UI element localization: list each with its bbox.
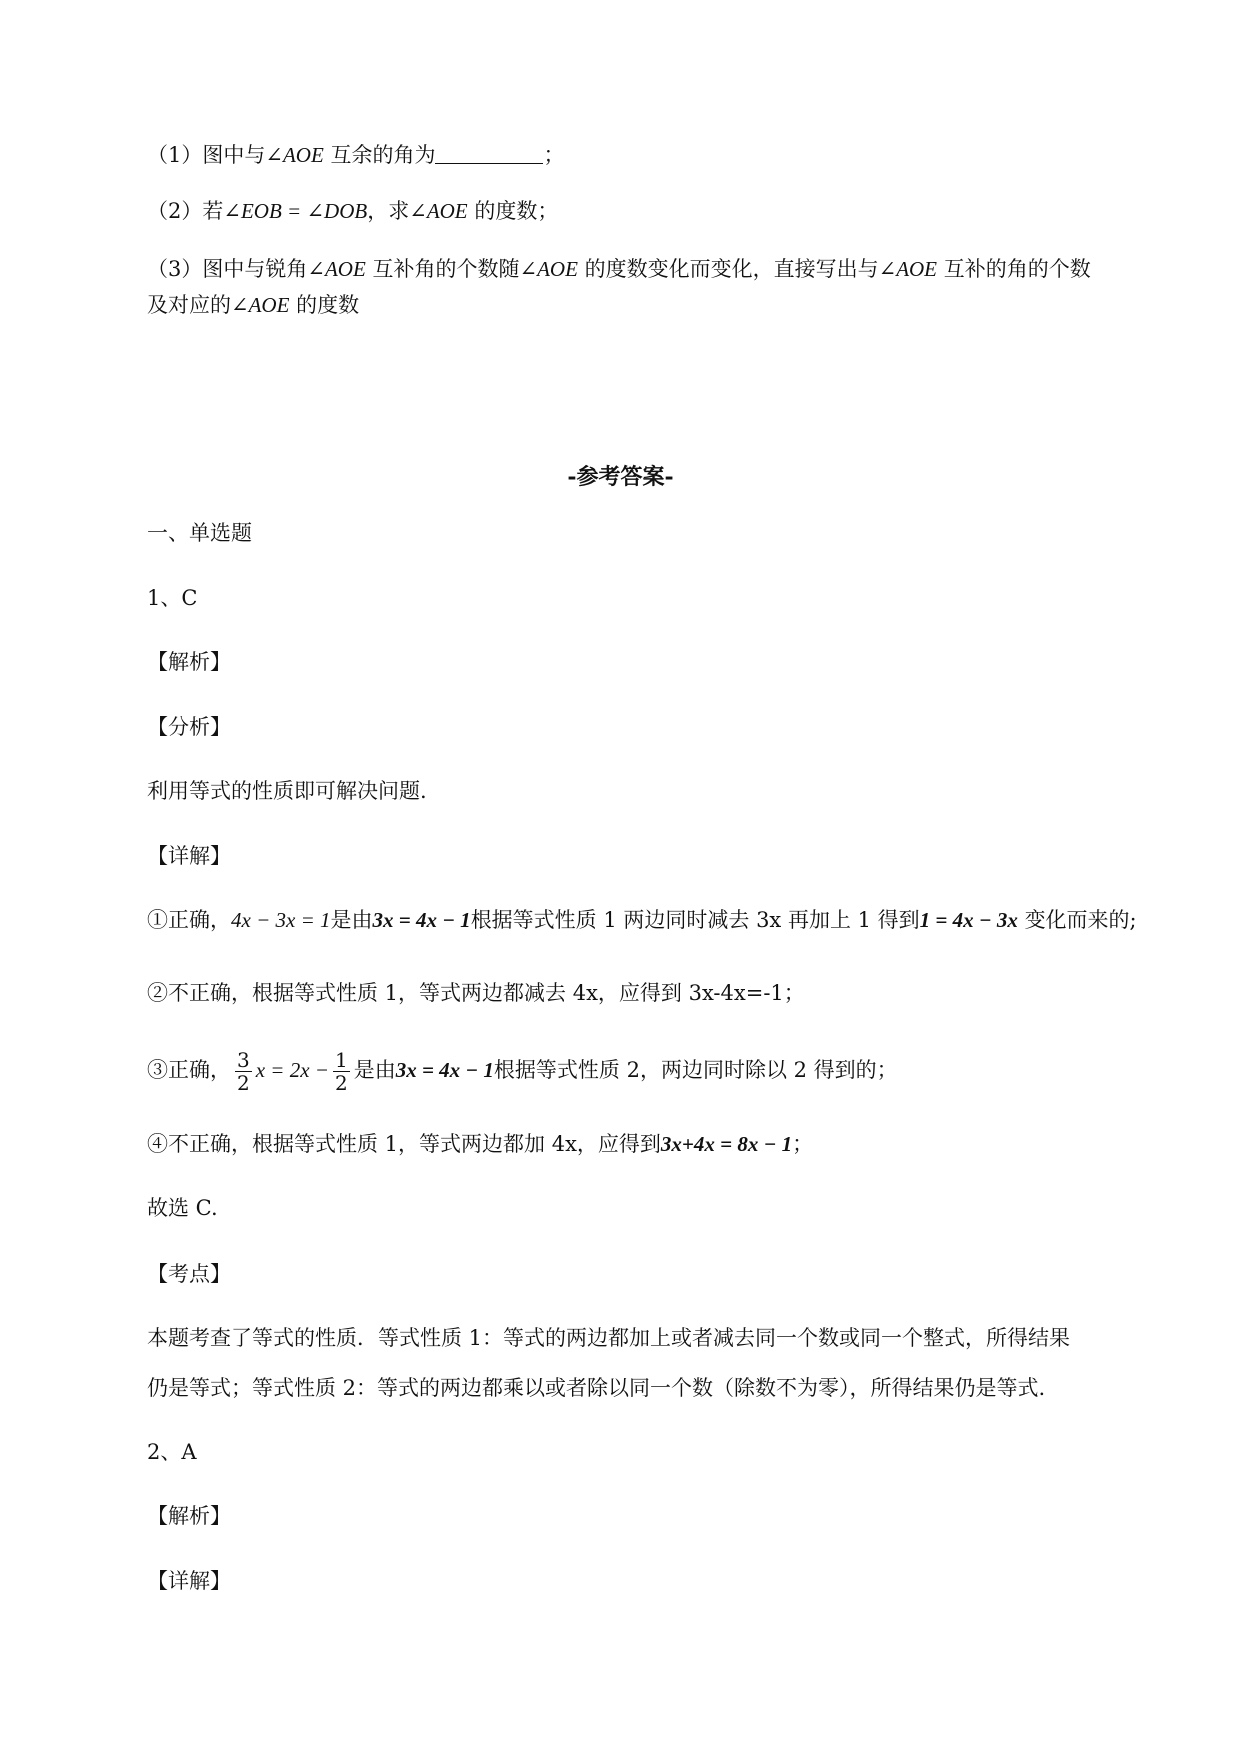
key-point-text-1: 本题考查了等式的性质．等式性质 1：等式的两边都加上或者减去同一个数或同一个整式，所得结果 bbox=[147, 1326, 1071, 1350]
question-3-line-2 bbox=[147, 290, 1181, 320]
q3-text-b: 互补角的个数随 bbox=[372, 257, 520, 281]
analysis-label: 【解析】 bbox=[147, 650, 231, 674]
item-3-c: 根据等式性质 2，两边同时除以 2 得到的； bbox=[493, 1058, 898, 1082]
fraction-1-denominator: 2 bbox=[237, 1071, 250, 1095]
q2-angle: ∠AOE bbox=[409, 199, 468, 223]
item-4-formula: 3x+4x = 8x − 1 bbox=[660, 1132, 793, 1156]
item-4-a: ④不正确，根据等式性质 1，等式两边都加 4x，应得到 bbox=[147, 1132, 661, 1156]
item-1-formula-1: 4x − 3x = 1 bbox=[231, 908, 331, 932]
item-3 bbox=[147, 1042, 1181, 1098]
question-2 bbox=[147, 196, 1181, 226]
q1-angle: ∠AOE bbox=[265, 143, 324, 167]
q3-text-d: 互补的角的个数 bbox=[943, 257, 1091, 281]
q1-suffix: 互余的角为 bbox=[330, 143, 436, 167]
q1-end: ； bbox=[543, 143, 565, 167]
item-3-fraction-2 bbox=[333, 1049, 350, 1094]
conclusion: 故选 C. bbox=[147, 1196, 218, 1220]
item-1-d: 变化而来的; bbox=[1024, 908, 1137, 932]
q3-text-a: （3）图中与锐角 bbox=[147, 257, 308, 281]
answer-1: 1、C bbox=[147, 586, 198, 610]
item-1-a: ①正确， bbox=[147, 908, 231, 932]
q2-equation: ∠EOB = ∠DOB bbox=[223, 199, 368, 223]
item-3-fraction-1 bbox=[235, 1049, 252, 1094]
answer-2: 2、A bbox=[147, 1440, 197, 1464]
q3-text-f: 的度数 bbox=[296, 293, 360, 317]
item-4-b: ； bbox=[792, 1132, 814, 1156]
fraction-2-denominator: 2 bbox=[334, 1071, 348, 1095]
question-1 bbox=[147, 140, 1181, 170]
item-1-formula-3: 1 = 4x − 3x bbox=[919, 908, 1018, 932]
q3-angle-1: ∠AOE bbox=[307, 257, 366, 281]
q3-angle-2: ∠AOE bbox=[519, 257, 578, 281]
question-3-line-1 bbox=[147, 254, 1181, 284]
item-3-formula-1: x = 2x − bbox=[255, 1058, 329, 1082]
fraction-2-numerator: 1 bbox=[334, 1048, 348, 1072]
item-3-a: ③正确， bbox=[147, 1058, 231, 1082]
q2-suffix: 的度数； bbox=[474, 199, 559, 223]
detail-label-2: 【详解】 bbox=[147, 1569, 231, 1593]
q3-text-c: 的度数变化而变化，直接写出与 bbox=[584, 257, 879, 281]
breakdown-label: 【分析】 bbox=[147, 715, 231, 739]
q3-text-e: 及对应的 bbox=[147, 293, 231, 317]
item-3-formula-2: 3x = 4x − 1 bbox=[395, 1058, 494, 1082]
q3-angle-3: ∠AOE bbox=[878, 257, 938, 281]
q1-answer-blank bbox=[435, 143, 543, 164]
item-4 bbox=[147, 1129, 1181, 1159]
section-heading: 一、单选题 bbox=[147, 521, 252, 545]
q2-mid: ，求 bbox=[367, 199, 410, 223]
q3-angle-4: ∠AOE bbox=[231, 293, 290, 317]
item-3-b: 是由 bbox=[353, 1058, 396, 1082]
item-1 bbox=[147, 905, 1181, 935]
fraction-1-numerator: 3 bbox=[237, 1048, 250, 1072]
q2-prefix: （2）若 bbox=[147, 199, 224, 223]
item-1-c: 根据等式性质 1 两边同时减去 3x 再加上 1 得到 bbox=[470, 908, 920, 932]
detail-label: 【详解】 bbox=[147, 844, 231, 868]
analysis-label-2: 【解析】 bbox=[147, 1504, 231, 1528]
breakdown-text: 利用等式的性质即可解决问题. bbox=[147, 779, 427, 803]
key-point-text-2: 仍是等式；等式性质 2：等式的两边都乘以或者除以同一个数（除数不为零），所得结果仍是等式. bbox=[147, 1376, 1046, 1400]
answer-title: -参考答案- bbox=[567, 464, 674, 490]
item-1-b: 是由 bbox=[330, 908, 373, 932]
q1-prefix: （1）图中与 bbox=[147, 143, 266, 167]
item-1-formula-2: 3x = 4x − 1 bbox=[372, 908, 471, 932]
item-2: ②不正确，根据等式性质 1，等式两边都减去 4x，应得到 3x-4x=-1； bbox=[147, 981, 805, 1005]
key-point-label: 【考点】 bbox=[147, 1262, 231, 1286]
